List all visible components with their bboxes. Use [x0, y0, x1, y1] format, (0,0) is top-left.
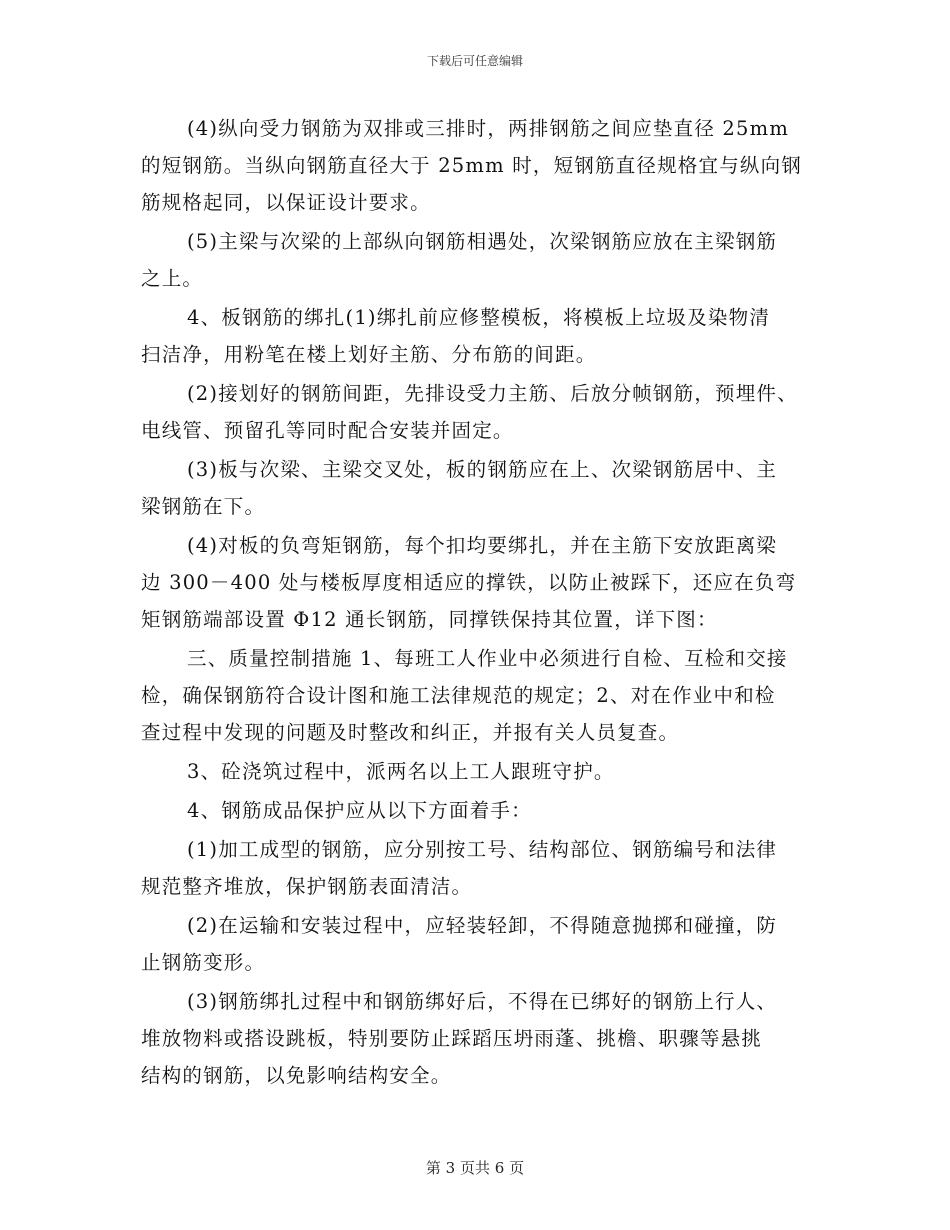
text-line: 止钢筋变形。 [141, 951, 266, 974]
text-line: (5)主梁与次梁的上部纵向钢筋相遇处，次梁钢筋应放在主梁钢筋 [187, 230, 778, 253]
text-line: 的短钢筋。当纵向钢筋直径大于 25mm 时，短钢筋直径规格宜与纵向钢 [141, 154, 802, 177]
paragraph [141, 299, 821, 373]
text-line: 3、砼浇筑过程中，派两名以上工人跟班守护。 [187, 760, 615, 783]
text-line: (1)加工成型的钢筋，应分别按工号、结构部位、钢筋编号和法律 [187, 838, 778, 861]
paragraph [141, 375, 821, 449]
text-line: 边 300－400 处与楼板厚度相适应的撑铁，以防止被踩下，还应在负弯 [141, 571, 797, 594]
paragraph [141, 753, 821, 790]
text-line: 4、板钢筋的绑扎(1)绑扎前应修整模板，将模板上垃圾及染物清 [187, 306, 771, 329]
text-line: 三、质量控制措施 1、每班工人作业中必须进行自检、互检和交接 [187, 647, 788, 670]
text-line: 4、钢筋成品保护应从以下方面着手： [187, 799, 532, 822]
text-line: 扫洁净，用粉笔在楼上划好主筋、分布筋的间距。 [141, 343, 597, 366]
text-line: 检，确保钢筋符合设计图和施工法律规范的规定；2、对在作业中和检 [141, 684, 776, 707]
paragraph [141, 110, 821, 221]
text-line: (2)在运输和安装过程中，应轻装轻卸，不得随意抛掷和碰撞，防 [187, 914, 778, 937]
text-line: 之上。 [141, 267, 204, 290]
text-line: 堆放物料或搭设跳板，特别要防止踩蹈压坍雨蓬、挑檐、职骤等悬挑 [141, 1027, 763, 1050]
paragraph [141, 792, 821, 829]
text-line: 规范整齐堆放，保护钢筋表面清洁。 [141, 875, 473, 898]
page-footer: 第 3 页共 6 页 [425, 1159, 525, 1177]
paragraph [141, 527, 821, 638]
text-line: 筋规格起同，以保证设计要求。 [141, 191, 431, 214]
text-line: 梁钢筋在下。 [141, 495, 266, 518]
paragraph [141, 223, 821, 297]
text-line: 查过程中发现的问题及时整改和纠正，并报有关人员复查。 [141, 721, 680, 744]
text-line: (2)接划好的钢筋间距，先排设受力主筋、后放分帧钢筋，预埋件、 [187, 382, 798, 405]
document-body [141, 110, 821, 1096]
text-line: (4)对板的负弯矩钢筋，每个扣均要绑扎，并在主筋下安放距离梁 [187, 534, 778, 557]
text-line: (3)板与次梁、主梁交叉处，板的钢筋应在上、次梁钢筋居中、主 [187, 458, 778, 481]
text-line: 电线管、预留孔等同时配合安装并固定。 [141, 419, 514, 442]
paragraph [141, 451, 821, 525]
text-line: (4)纵向受力钢筋为双排或三排时，两排钢筋之间应垫直径 25mm [187, 117, 790, 140]
text-line: (3)钢筋绑扎过程中和钢筋绑好后，不得在已绑好的钢筋上行人、 [187, 990, 778, 1013]
paragraph [141, 831, 821, 905]
text-line: 结构的钢筋，以免影响结构安全。 [141, 1064, 452, 1087]
paragraph [141, 907, 821, 981]
paragraph [141, 983, 821, 1094]
paragraph [141, 640, 821, 751]
page-header: 下载后可任意编辑 [426, 54, 523, 68]
text-line: 矩钢筋端部设置 Φ12 通长钢筋，同撑铁保持其位置，详下图： [141, 608, 718, 631]
